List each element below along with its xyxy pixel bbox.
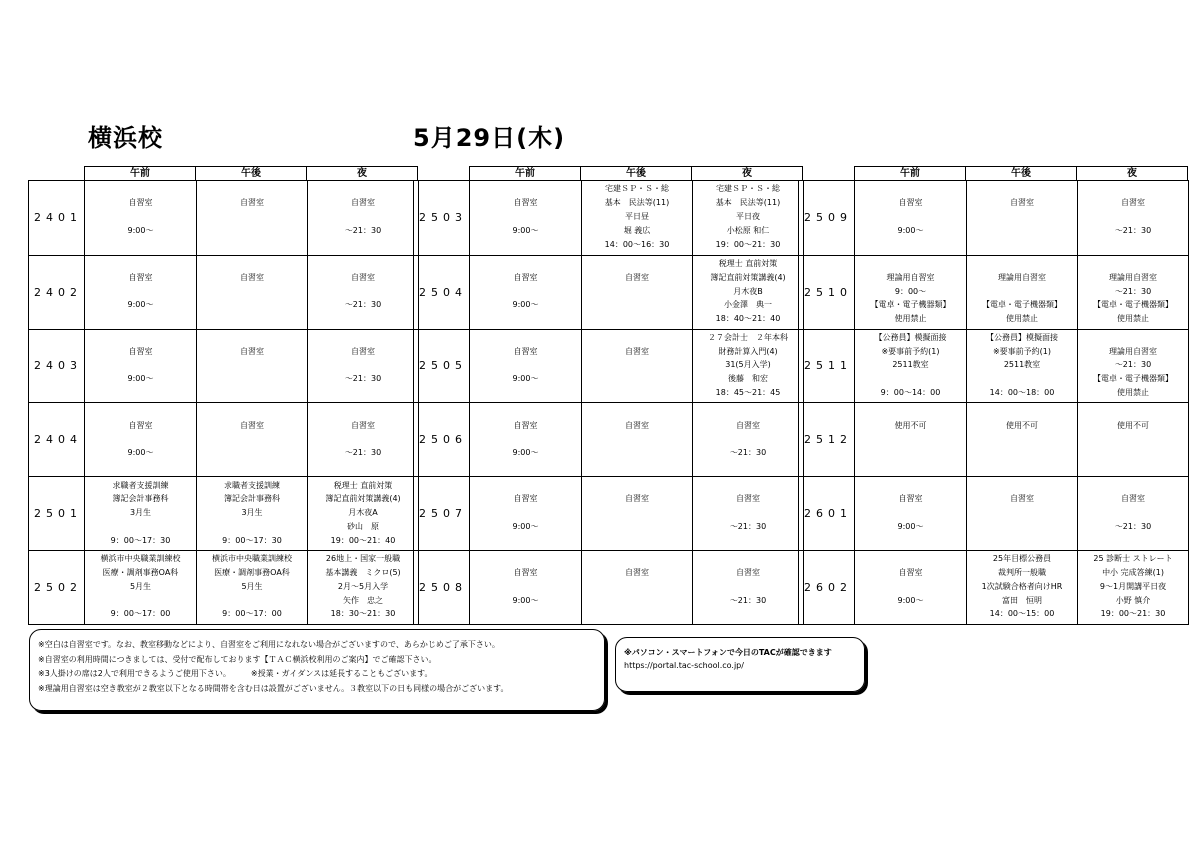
schedule-cell [966,256,1077,329]
column-header: 午後 [965,167,1076,180]
cell-line: 平日昼 [625,212,649,222]
cell-line: 9：00～17：30 [110,535,171,545]
room-row [799,329,1188,403]
room-row [799,402,1188,476]
schedule-cell [581,551,692,624]
cell-line: 求職者支援訓練 [224,480,280,490]
cell-line: 医療・調剤事務OA科 [102,568,179,578]
note-line: ※空白は自習室です。なお、教室移動などにより、自習室をご利用になれない場合がございますので、あらかじめご了承下さい。 [38,640,500,649]
portal-heading: ※パソコン・スマートフォンで今日のTACが確認できます [624,648,832,657]
schedule-cell [470,256,581,329]
cell-line: 矢作 忠之 [343,595,383,605]
cell-line: 14：00～16：30 [604,240,670,250]
cell-line: 基本 民法等(11) [604,198,670,208]
cell-line: 宅建ＳＰ・Ｓ・総 [605,184,669,194]
column-header: 午前 [900,168,920,179]
cell-line: 月木夜A [348,508,378,518]
cell-line: 月木夜B [733,286,763,296]
cell-line: 2511教室 [1003,360,1041,370]
cell-line: 9:00～ [127,226,154,236]
timetable-block [798,180,1189,625]
cell-line: 横浜市中央職業訓練校 [212,554,292,564]
schedule-cell [855,181,966,255]
cell-line: 自習室 [513,420,538,430]
portal-url[interactable]: https://portal.tac-school.co.jp/ [624,661,744,670]
cell-line: 簿記直前対策講義(4) [325,494,401,504]
cell-line: ～21：30 [344,300,382,310]
column-header: 午後 [195,167,306,180]
cell-line: ～21：30 [1114,360,1152,370]
cell-line: 自習室 [240,346,264,356]
cell-line: 自習室 [1121,494,1145,504]
cell-line: 自習室 [1010,494,1034,504]
cell-line: 税理士 直前対策 [718,259,778,269]
column-header: 午後 [580,167,691,180]
cell-line: 簿記会計事務科 [224,494,280,504]
schedule-date: 5月29日(木) [413,124,566,152]
room-row [414,255,803,329]
schedule-cell [196,477,307,550]
room-row [414,329,803,403]
cell-line: 【電卓・電子機器類】 [1093,374,1173,384]
schedule-cell [581,181,692,255]
cell-line: 自習室 [1010,198,1034,208]
cell-line: 25 診断士 ストレート [1093,554,1173,564]
schedule-cell [196,403,307,476]
cell-line: 9:00～ [512,226,539,236]
note-line: ※自習室の利用時間につきましては、受付で配布しております【ＴＡＣ横浜校利用のご案内】でご確認下さい。 [38,654,437,664]
cell-line: 自習室 [736,420,760,430]
cell-line: 小金澤 典一 [724,300,772,310]
cell-line: 9：00～ [894,286,927,296]
note-line: ※3人掛けの席は2人で利用できるようご使用下さい。 ※授業・ガイダンスは延長することもございます。 [38,669,433,678]
room-number: 2510 [799,256,855,329]
cell-line: 堀 義広 [623,226,651,236]
cell-line: 横浜市中央職業訓練校 [100,554,181,564]
timetable-block [413,180,804,625]
cell-line: 【電卓・電子機器類】 [982,300,1062,310]
cell-line: 平日夜 [736,212,760,222]
cell-line: 14：00～18：00 [989,387,1055,397]
schedule-cell [307,403,418,476]
cell-line: 9:00～ [127,374,154,384]
cell-line: 自習室 [625,272,649,282]
cell-line: 簿記会計事務科 [112,494,169,504]
schedule-cell [307,256,418,329]
cell-line: 9:00～ [512,448,539,458]
room-number: 2507 [414,477,470,550]
room-row [799,181,1188,255]
cell-line: 【電卓・電子機器類】 [1093,300,1173,310]
cell-line: 自習室 [240,420,264,430]
cell-line: 【公務員】模擬面接 [874,332,947,342]
cell-line: 19：00～21：30 [715,240,781,250]
cell-line: 9：00～14：00 [880,387,941,397]
schedule-cell [855,403,966,476]
cell-line: 自習室 [513,198,538,208]
schedule-cell [196,330,307,403]
room-row [414,550,803,624]
cell-line: 9:00～ [127,448,154,458]
room-row [29,402,418,476]
schedule-cell [85,403,196,476]
schedule-cell [196,181,307,255]
cell-line: 使用不可 [894,420,927,430]
column-header: 夜 [1076,167,1187,180]
cell-line: 使用禁止 [1117,387,1149,397]
cell-line: 使用不可 [1006,420,1038,430]
cell-line: ～21：30 [1114,286,1152,296]
cell-line: ～21：30 [729,521,767,531]
cell-line: 9：00～17：00 [110,609,171,619]
room-row [799,550,1188,624]
schedule-cell [470,551,581,624]
cell-line: 【公務員】模擬面接 [986,332,1058,342]
cell-line: 自習室 [128,198,153,208]
cell-line: 使用不可 [1117,420,1149,430]
cell-line: 19：00～21：40 [330,535,396,545]
column-header: 夜 [306,167,417,180]
room-number: 2601 [799,477,855,550]
schedule-cell [966,477,1077,550]
schedule-cell [85,256,196,329]
room-row [414,476,803,550]
schedule-cell [1077,477,1188,550]
room-number: 2401 [29,181,85,255]
schedule-cell [1077,551,1188,624]
cell-line: 9:00～ [512,374,539,384]
room-number: 2505 [414,330,470,403]
cell-line: 9：00～17：00 [222,609,282,619]
room-number: 2509 [799,181,855,255]
room-number: 2503 [414,181,470,255]
cell-line: 自習室 [351,420,375,430]
cell-line: 18：40～21：40 [715,314,781,324]
cell-line: 3月生 [241,508,263,518]
room-number: 2502 [29,551,85,624]
cell-line: 自習室 [898,494,923,504]
cell-line: ～21：30 [1114,521,1152,531]
cell-line: 理論用自習室 [1109,272,1157,282]
cell-line: 医療・調剤事務OA科 [214,568,290,578]
schedule-cell [692,403,803,476]
cell-line: 使用禁止 [894,314,927,324]
cell-line: 使用禁止 [1006,314,1038,324]
schedule-cell [307,330,418,403]
cell-line: 自習室 [625,494,649,504]
cell-line: 自習室 [513,568,538,578]
room-row [414,181,803,255]
cell-line: ※要事前予約(1) [992,346,1052,356]
cell-line: 自習室 [513,346,538,356]
portal-info-box [615,637,865,692]
column-header: 午前 [515,168,535,179]
cell-line: 自習室 [736,494,760,504]
schedule-cell [692,256,803,329]
schedule-cell [692,181,803,255]
room-row [29,476,418,550]
cell-line: 小松原 和仁 [726,226,770,236]
schedule-cell [85,181,196,255]
cell-line: 自習室 [1121,198,1145,208]
note-line: ※理論用自習室は空き教室が２教室以下となる時間帯を含む日は設置がございません。３教室以下の日も同様の場合がございます。 [38,683,509,693]
cell-line: 2511教室 [892,360,929,370]
cell-line: 3月生 [129,508,152,518]
schedule-cell [307,551,418,624]
schedule-cell [581,477,692,550]
room-number: 2508 [414,551,470,624]
schedule-cell [855,477,966,550]
cell-line: 14：00～15：00 [989,609,1055,619]
column-header-row [854,166,1188,180]
schedule-cell [307,477,418,550]
room-row [799,476,1188,550]
column-header-row [469,166,803,180]
cell-line: 自習室 [513,494,538,504]
cell-line: 5月生 [241,581,263,591]
room-number: 2404 [29,403,85,476]
room-row [29,550,418,624]
schedule-cell [581,330,692,403]
cell-line: 2月～5月入学 [337,581,389,591]
cell-line: 自習室 [625,568,649,578]
cell-line: 基本講義 ミクロ(5) [325,568,401,578]
cell-line: 自習室 [128,272,153,282]
cell-line: 26地上・国家一般職 [325,554,401,564]
cell-line: 18：30～21：30 [330,609,396,619]
cell-line: 砂山 原 [347,521,379,531]
room-number: 2403 [29,330,85,403]
schedule-cell [470,477,581,550]
schedule-cell [581,256,692,329]
cell-line: 自習室 [351,198,375,208]
cell-line: ※要事前予約(1) [881,346,940,356]
cell-line: 中小 完成答練(1) [1102,568,1164,578]
cell-line: 自習室 [351,272,375,282]
cell-line: 9～1月開講平日夜 [1099,581,1167,591]
school-name: 横浜校 [88,124,163,152]
room-number: 2402 [29,256,85,329]
room-number: 2512 [799,403,855,476]
schedule-cell [470,403,581,476]
cell-line: 求職者支援訓練 [112,480,169,490]
schedule-cell [307,181,418,255]
cell-line: 理論用自習室 [998,272,1046,282]
room-row [29,329,418,403]
cell-line: 自習室 [898,198,923,208]
cell-line: ２７会計士 ２年本科 [708,332,788,342]
cell-line: 9:00～ [897,595,924,605]
room-row [29,255,418,329]
cell-line: 自習室 [128,420,153,430]
schedule-cell [470,330,581,403]
cell-line: 自習室 [240,272,264,282]
schedule-cell [966,403,1077,476]
room-number: 2504 [414,256,470,329]
cell-line: 19：00～21：30 [1100,609,1166,619]
cell-line: 裁判所一般職 [998,568,1046,578]
schedule-cell [692,551,803,624]
schedule-cell [1077,181,1188,255]
cell-line: 1次試験合格者向けHR [981,581,1063,591]
cell-line: 自習室 [128,346,153,356]
cell-line: 9:00～ [127,300,154,310]
room-row [29,181,418,255]
room-number: 2506 [414,403,470,476]
cell-line: 後藤 和宏 [728,374,768,384]
schedule-cell [581,403,692,476]
cell-line: 自習室 [513,272,538,282]
room-number: 2602 [799,551,855,624]
cell-line: 自習室 [736,568,760,578]
cell-line: 基本 民法等(11) [715,198,781,208]
cell-line: ～21：30 [1114,226,1152,236]
cell-line: ～21：30 [344,374,382,384]
cell-line: 理論用自習室 [1109,346,1157,356]
cell-line: ～21：30 [729,448,767,458]
schedule-cell [966,551,1077,624]
schedule-cell [196,551,307,624]
schedule-cell [855,330,966,403]
schedule-cell [966,181,1077,255]
cell-line: 税理士 直前対策 [333,480,393,490]
cell-line: 自習室 [625,346,649,356]
timetable-block [28,180,419,625]
schedule-cell [1077,256,1188,329]
schedule-cell [692,330,803,403]
cell-line: 9：00～17：30 [222,535,282,545]
cell-line: 自習室 [898,568,923,578]
cell-line: ～21：30 [729,595,767,605]
room-row [799,255,1188,329]
schedule-cell [966,330,1077,403]
cell-line: 9:00～ [897,521,924,531]
cell-line: 31(5月入学) [725,360,771,370]
cell-line: 富田 恒明 [1002,595,1042,605]
schedule-cell [1077,330,1188,403]
schedule-cell [1077,403,1188,476]
cell-line: ～21：30 [344,448,382,458]
cell-line: 財務計算入門(4) [718,346,778,356]
cell-line: 自習室 [240,198,264,208]
cell-line: 理論用自習室 [886,272,935,282]
cell-line: 5月生 [129,581,152,591]
schedule-cell [855,256,966,329]
schedule-cell [85,477,196,550]
cell-line: 小野 慎介 [1115,595,1151,605]
cell-line: 使用禁止 [1117,314,1149,324]
cell-line: 18：45～21：45 [715,387,781,397]
schedule-cell [470,181,581,255]
notes-box [29,629,605,711]
cell-line: 9:00～ [512,300,539,310]
cell-line: 自習室 [625,420,649,430]
cell-line: 9:00～ [512,521,539,531]
column-header: 夜 [691,167,802,180]
cell-line: 宅建ＳＰ・Ｓ・総 [716,184,780,194]
room-number: 2501 [29,477,85,550]
column-header: 午前 [130,168,150,179]
column-header-row [84,166,418,180]
schedule-cell [196,256,307,329]
cell-line: 9:00～ [512,595,539,605]
cell-line: 自習室 [351,346,375,356]
cell-line: 【電卓・電子機器類】 [870,300,951,310]
cell-line: ～21：30 [344,226,382,236]
schedule-cell [692,477,803,550]
schedule-cell [85,330,196,403]
cell-line: 25年目標公務員 [992,554,1052,564]
schedule-cell [855,551,966,624]
cell-line: 9:00～ [897,226,924,236]
room-number: 2511 [799,330,855,403]
cell-line: 簿記直前対策講義(4) [710,272,786,282]
schedule-cell [85,551,196,624]
room-row [414,402,803,476]
